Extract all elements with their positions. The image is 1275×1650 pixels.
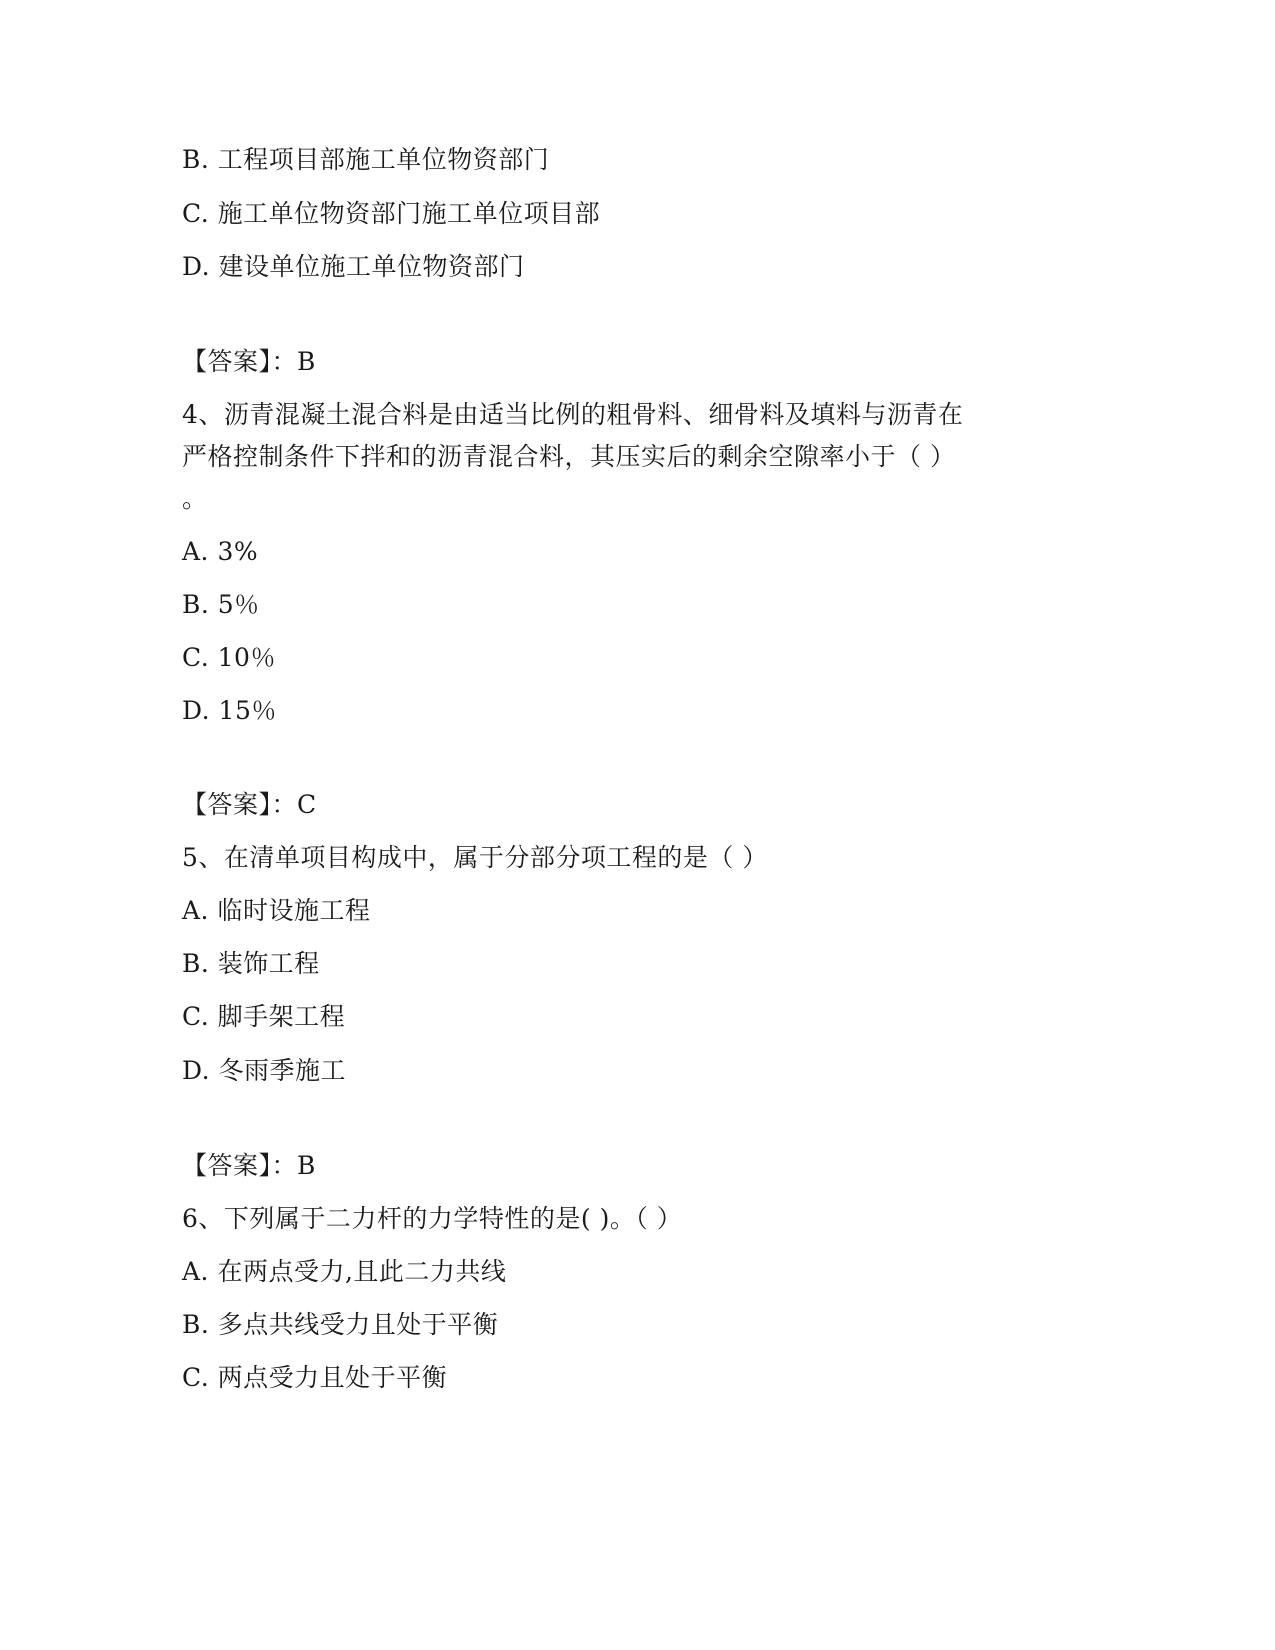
q5-option-d: D. 冬雨季施工	[182, 1056, 347, 1085]
q4-stem-line-2: 严格控制条件下拌和的沥青混合料，其压实后的剩余空隙率小于（ ）	[182, 442, 956, 471]
q5-option-b: B. 装饰工程	[182, 949, 320, 978]
q3-answer: 【答案】：B	[182, 347, 316, 376]
q4-option-b: B. 5％	[182, 590, 260, 619]
q6-stem: 6、下列属于二力杆的力学特性的是( )。（ ）	[182, 1204, 683, 1233]
q3-option-b: B. 工程项目部施工单位物资部门	[182, 145, 550, 174]
q4-stem-line-3: 。	[182, 484, 208, 513]
q3-option-c: C. 施工单位物资部门施工单位项目部	[182, 199, 601, 228]
q6-option-a: A. 在两点受力,且此二力共线	[182, 1257, 507, 1286]
q5-option-c: C. 脚手架工程	[182, 1002, 346, 1031]
q6-option-c: C. 两点受力且处于平衡	[182, 1363, 448, 1392]
q4-answer: 【答案】：C	[182, 790, 317, 819]
q4-option-c: C. 10％	[182, 643, 276, 672]
q5-option-a: A. 临时设施工程	[182, 896, 371, 925]
q4-stem-line-1: 4、沥青混凝土混合料是由适当比例的粗骨料、细骨料及填料与沥青在	[182, 400, 964, 429]
q5-answer: 【答案】：B	[182, 1151, 316, 1180]
q5-stem: 5、在清单项目构成中，属于分部分项工程的是（ ）	[182, 843, 768, 872]
q4-option-d: D. 15％	[182, 696, 277, 725]
q6-option-b: B. 多点共线受力且处于平衡	[182, 1310, 499, 1339]
q4-option-a: A. 3%	[182, 537, 259, 566]
q3-option-d: D. 建设单位施工单位物资部门	[182, 252, 525, 281]
